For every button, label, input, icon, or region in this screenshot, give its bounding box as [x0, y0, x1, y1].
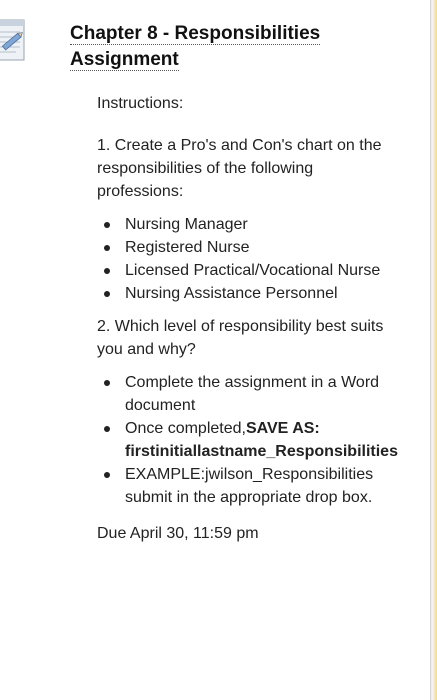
assignment-title[interactable]: Chapter 8 - Responsibilities Assignment	[70, 23, 321, 70]
profession-label: Licensed Practical/Vocational Nurse	[125, 262, 381, 279]
due-date: Due April 30, 11:59 pm	[97, 525, 259, 542]
list-item	[97, 417, 397, 463]
bullet-icon	[104, 291, 110, 297]
bullet-icon	[104, 222, 110, 228]
list-item	[97, 236, 397, 259]
example-text: EXAMPLE:jwilson_Responsibilities	[125, 466, 374, 483]
profession-label: Registered Nurse	[125, 239, 250, 256]
list-item	[97, 213, 397, 236]
tasks-list	[97, 371, 397, 509]
list-item	[97, 463, 397, 509]
bullet-icon	[104, 268, 110, 274]
profession-label: Nursing Manager	[125, 216, 248, 233]
assignment-title-link[interactable]	[70, 21, 370, 73]
right-frame-edge	[430, 0, 437, 700]
save-as-filename: firstinitiallastname_Responsibilities	[125, 443, 398, 460]
bullet-icon	[104, 426, 110, 432]
once-completed-text: Once completed,	[125, 420, 246, 437]
bullet-icon	[104, 472, 110, 478]
assignment-description	[97, 92, 397, 545]
list-item	[97, 371, 397, 417]
instructions-label: Instructions:	[97, 95, 184, 112]
step-2-text: 2. Which level of responsibility best suits you and why?	[97, 318, 384, 358]
step-1-text: 1. Create a Pro's and Con's chart on the responsibilities of the following professions:	[97, 137, 382, 200]
assignment-document-icon[interactable]	[0, 18, 26, 62]
task-complete-text: Complete the assignment in a Word document	[125, 374, 380, 414]
submit-instruction-text: submit in the appropriate drop box.	[125, 489, 373, 506]
profession-label: Nursing Assistance Personnel	[125, 285, 338, 302]
frame-divider	[430, 0, 431, 700]
list-item	[97, 282, 397, 305]
bullet-icon	[104, 245, 110, 251]
professions-list	[97, 213, 397, 305]
list-item	[97, 259, 397, 282]
bullet-icon	[104, 380, 110, 386]
save-as-label: SAVE AS:	[245, 420, 320, 437]
